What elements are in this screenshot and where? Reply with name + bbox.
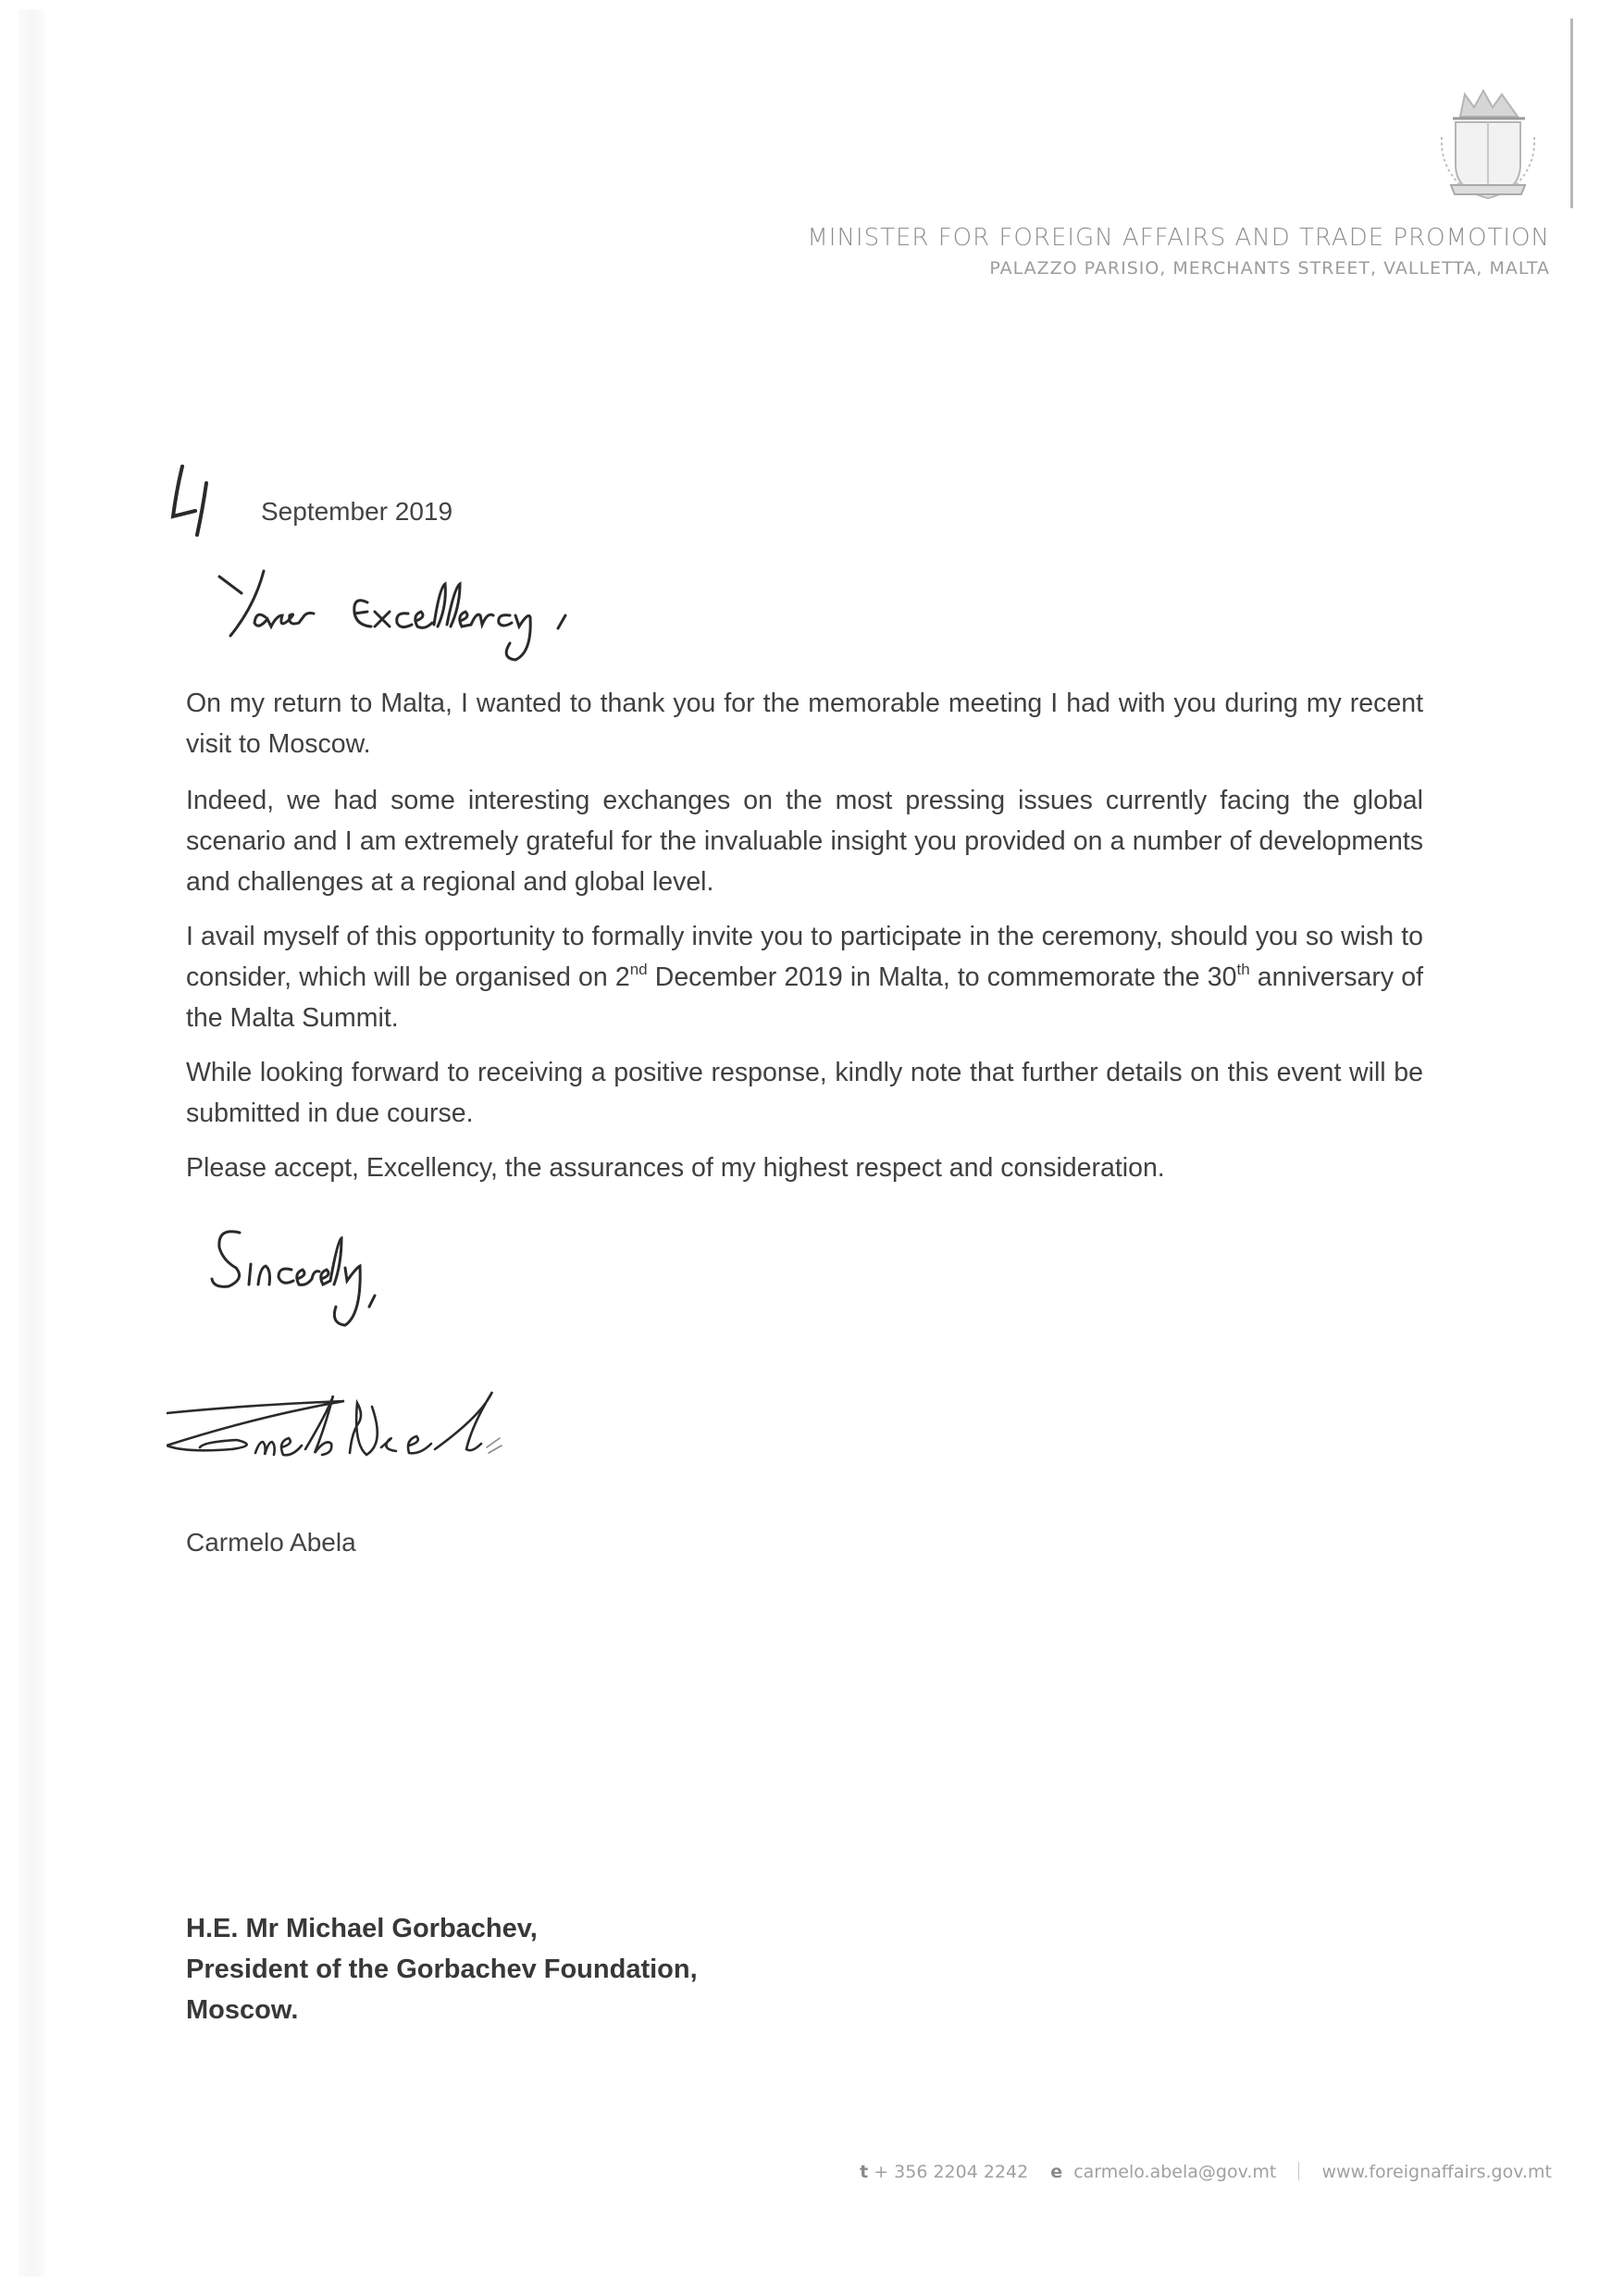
invitation-text-c: anniversary of the Malta Summit.	[186, 962, 1424, 1033]
email-label: e	[1050, 2162, 1063, 2182]
recipient-title: President of the Gorbachev Foundation,	[186, 1955, 698, 1984]
footer-divider	[1298, 2162, 1299, 2180]
recipient-name: H.E. Mr Michael Gorbachev,	[186, 1914, 538, 1943]
signature	[167, 1388, 555, 1481]
paragraph-invitation	[186, 916, 1423, 1038]
handwritten-closing	[208, 1222, 449, 1337]
letterhead-rule	[1570, 19, 1573, 208]
recipient-city: Moscow.	[186, 1995, 299, 2025]
paragraph-details: While looking forward to receiving a positive response, kindly note that further details on this event will be submitted in due course.	[186, 1058, 1423, 1128]
website: www.foreignaffairs.gov.mt	[1321, 2162, 1552, 2182]
handwritten-day	[169, 463, 225, 537]
paragraph-closing: Please accept, Excellency, the assurances of my highest respect and consideration.	[186, 1153, 1165, 1183]
letterhead-title: MINISTER FOR FOREIGN AFFAIRS AND TRADE PROMOTION	[807, 224, 1550, 252]
date-text: September 2019	[261, 497, 453, 526]
ordinal-suffix: th	[1236, 961, 1250, 978]
email-address: carmelo.abela@gov.mt	[1073, 2162, 1277, 2182]
handwritten-salutation	[217, 569, 606, 676]
scan-edge-shadow	[19, 9, 44, 2277]
invitation-text-a: I avail myself of this opportunity to formally invite you to participate in the ceremony, should you so wish to consider, which will be organised on 2	[186, 922, 1423, 992]
paragraph-thanks: On my return to Malta, I wanted to thank you for the memorable meeting I had with you during my recent visit to Moscow.	[186, 689, 1423, 759]
signer-name: Carmelo Abela	[186, 1528, 356, 1557]
coat-of-arms-icon	[1432, 81, 1543, 202]
recipient-block	[186, 1908, 698, 2030]
phone-label: t	[860, 2162, 869, 2182]
ordinal-suffix: nd	[629, 961, 648, 978]
phone-number: + 356 2204 2242	[874, 2162, 1029, 2182]
footer-contact	[860, 2162, 1552, 2182]
letterhead-address: PALAZZO PARISIO, MERCHANTS STREET, VALLETTA, MALTA	[989, 258, 1550, 279]
invitation-text-b: December 2019 in Malta, to commemorate the 30	[647, 962, 1237, 992]
paragraph-exchanges: Indeed, we had some interesting exchanges on the most pressing issues currently facing the global scenario and I am extremely grateful for the invaluable insight you provided on a number of developments and challenges at a regional and global level.	[186, 786, 1423, 897]
